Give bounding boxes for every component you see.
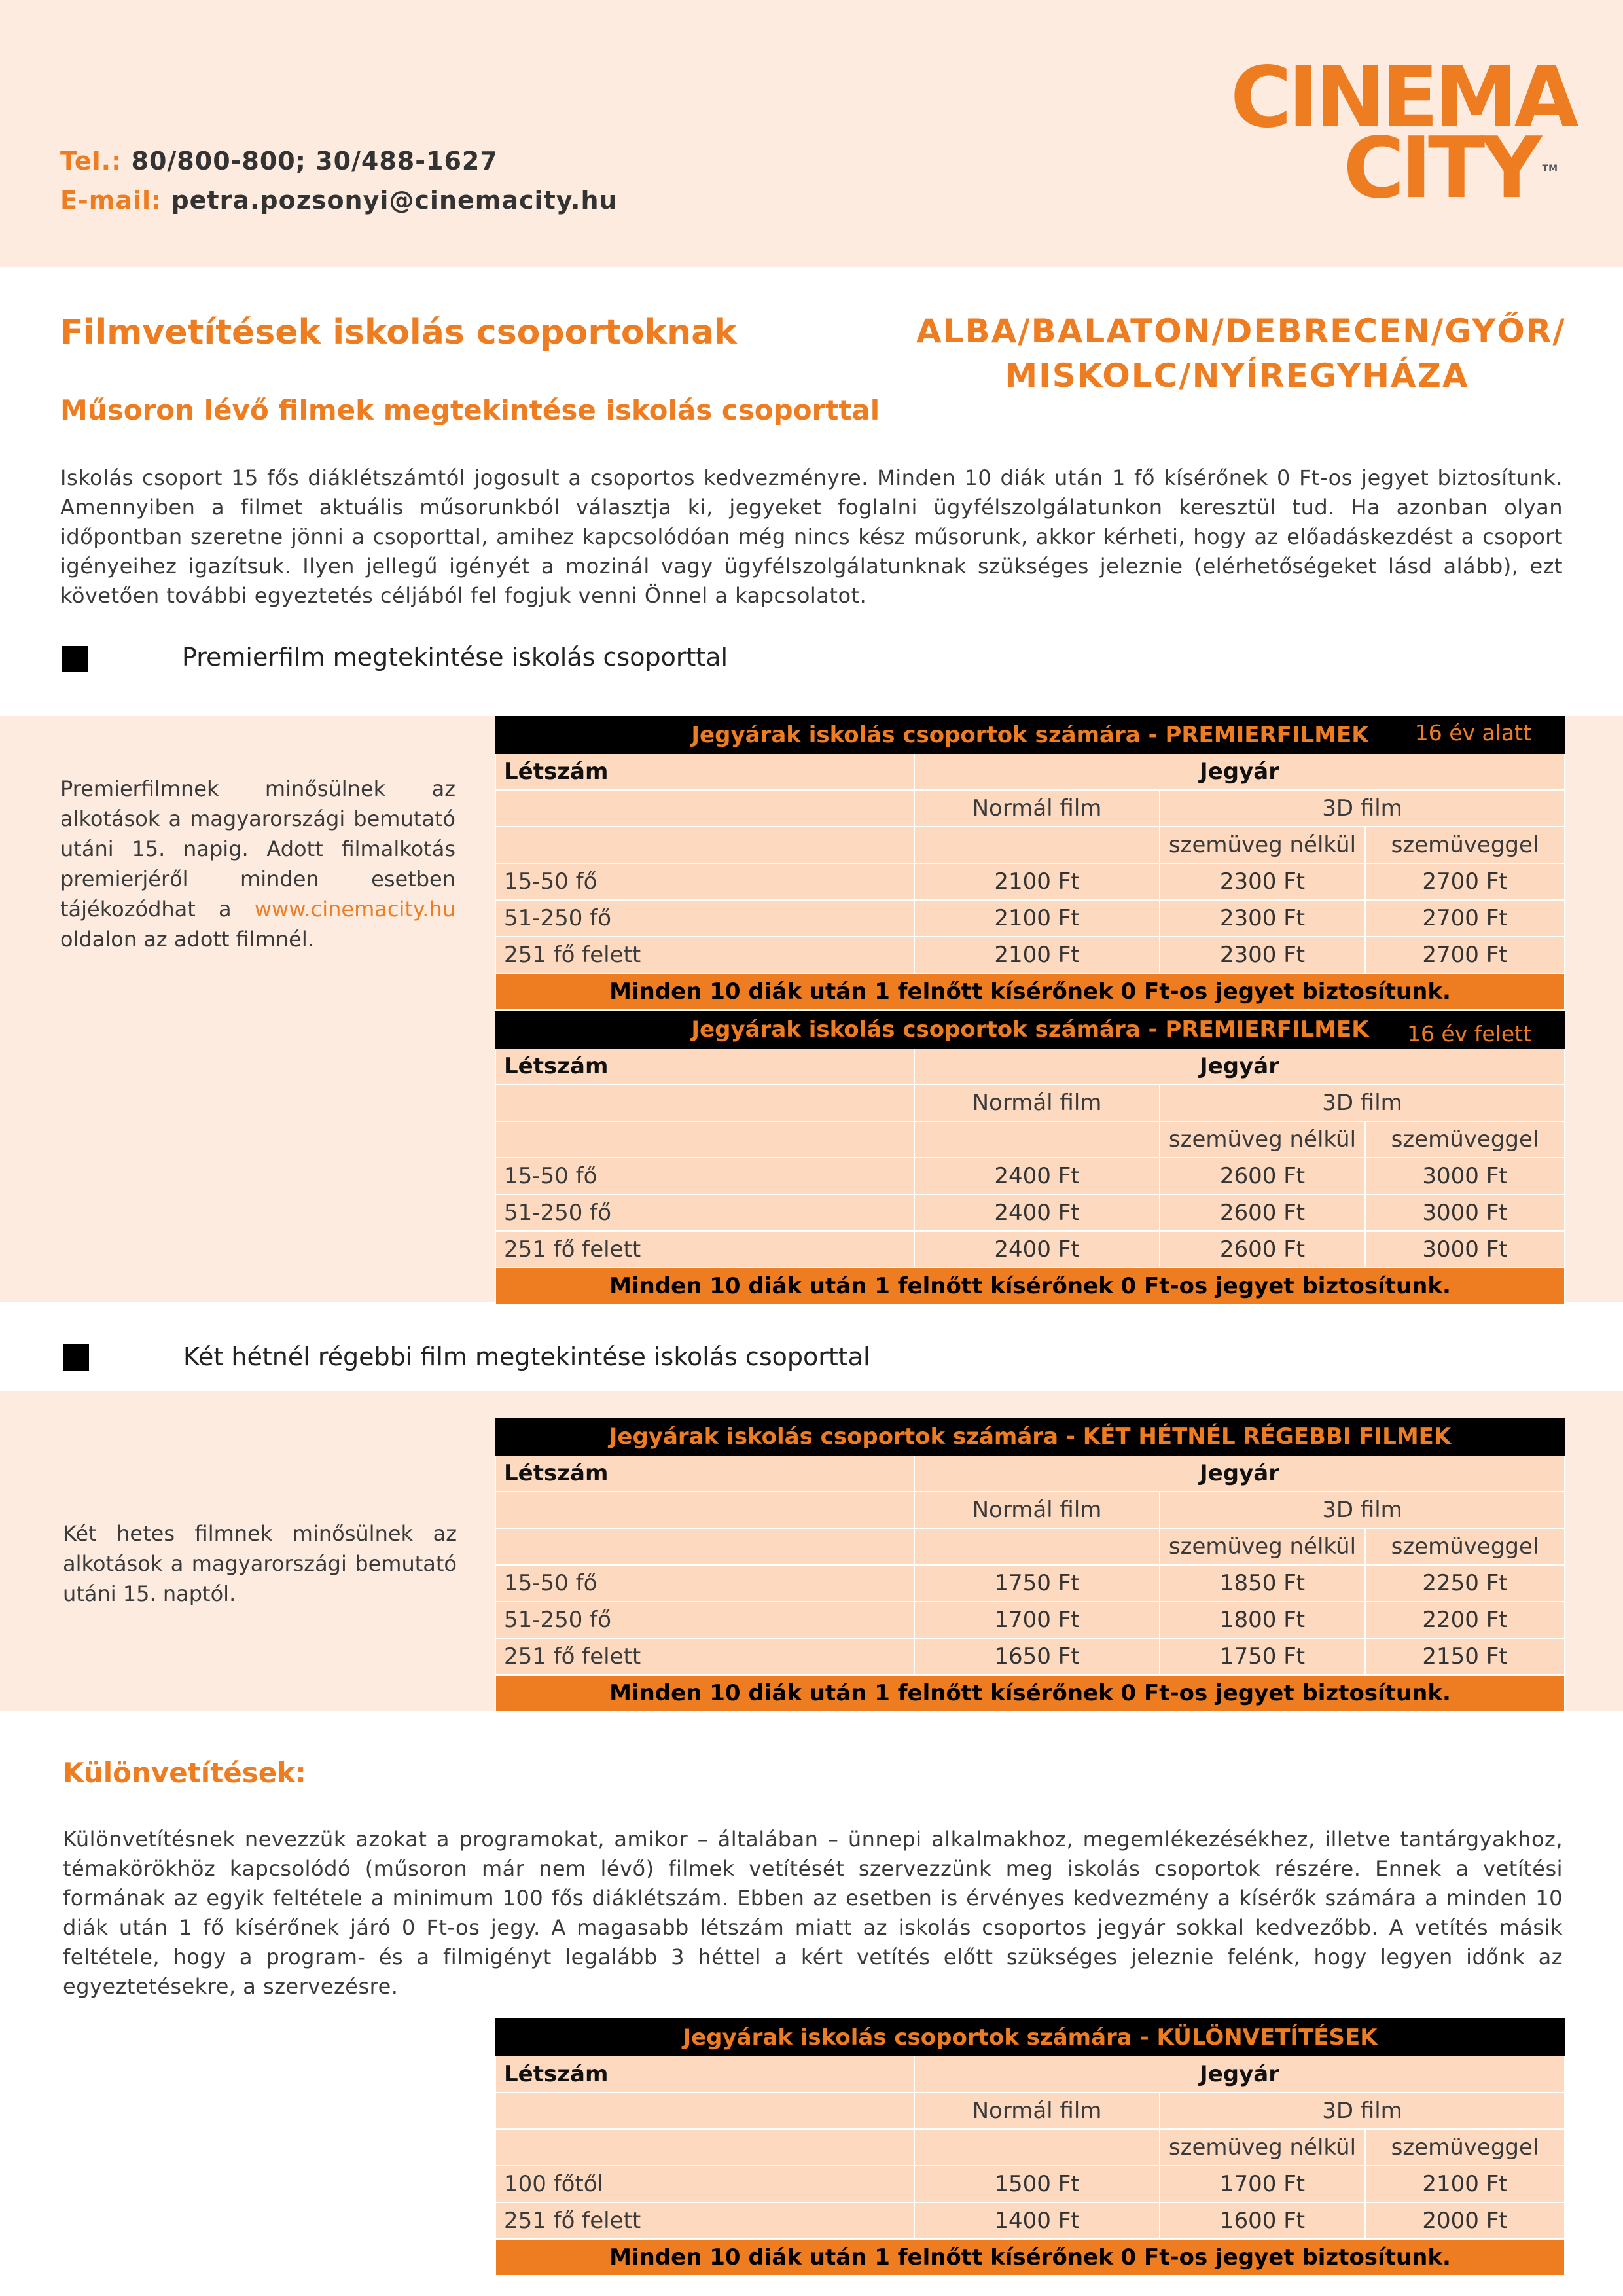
price-3d-noglasses: 1600 Ft [1160,2202,1365,2239]
phone-label: Tel.: [60,147,122,175]
logo-line-2-text: CITY [1343,120,1538,217]
logo-line-1: CINEMA [1230,49,1575,147]
price-3d-noglasses: 1800 Ft [1160,1602,1365,1638]
table-header [495,1011,1565,1048]
table-row [495,1602,1565,1638]
price-normal: 1750 Ft [914,1565,1160,1602]
empty-cell [914,1121,1160,1158]
table-row [495,937,1565,973]
table-header [495,2019,1565,2056]
row-count: 251 fő felett [495,1638,914,1675]
price-3d-noglasses: 2600 Ft [1160,1158,1365,1194]
table-row [495,2129,1565,2166]
price-3d-noglasses: 2600 Ft [1160,1194,1365,1231]
table-row [495,1231,1565,1268]
table-footer-text: Minden 10 diák után 1 felnőtt kísérőnek 0 Ft-os jegyet biztosítunk. [495,1675,1565,1712]
col-price-header: Jegyár [914,1048,1565,1085]
section1-side-text-b: oldalon az adott filmnél. [60,927,314,952]
intro-paragraph: Iskolás csoport 15 fős diáklétszámtól jogosult a csoportos kedvezményre. Minden 10 diák után 1 fő kísérőnek 0 Ft-os jegyet biztosítunk. Amennyiben a filmet aktuális műsorunkból választja ki, jegyeket foglalni ügyfélszolgálatunkon keresztül tud. Ha azonban olyan időpontban szeretne jönni a csoporttal, amihez kapcsolódóan még nincs kész műsorunk, akkor kérheti, hogy az előadáskezdést a csoport igényeihez igazítsuk. Ilyen jellegű igényét a mozinál vagy ügyfélszolgálatunknak szükséges jeleznie (elérhetőségeket lásd alább), ezt követően további egyeztetés céljából fel fogjuk venni Önnel a kapcsolatot. [60,465,1563,608]
table-footer-text: Minden 10 diák után 1 felnőtt kísérőnek 0 Ft-os jegyet biztosítunk. [495,1268,1565,1304]
table-row [495,1085,1565,1121]
empty-cell [914,827,1160,863]
row-count: 251 fő felett [495,1231,914,1268]
row-count: 15-50 fő [495,1565,914,1602]
price-normal: 2100 Ft [914,900,1160,937]
email-line [60,181,618,220]
table-title: Jegyárak iskolás csoportok számára - KÜLÖNVETÍTÉSEK [683,2024,1378,2051]
row-count: 100 főtől [495,2166,914,2202]
email-label: E-mail: [60,186,162,215]
empty-cell [914,2129,1160,2166]
col-count-header: Létszám [495,1455,914,1492]
row-count: 51-250 fő [495,1194,914,1231]
section1-heading: Premierfilm megtekintése iskolás csoporttal [182,643,728,672]
row-count: 251 fő felett [495,2202,914,2239]
col-noglasses-header: szemüveg nélkül [1160,827,1365,863]
col-count-header: Létszám [495,1048,914,1085]
table-row [495,1158,1565,1194]
price-table-special [495,2018,1565,2276]
table-title: Jegyárak iskolás csoportok számára - PREMIERFILMEK [691,1016,1369,1043]
contact-block [60,141,618,220]
col-noglasses-header: szemüveg nélkül [1160,1528,1365,1565]
row-count: 51-250 fő [495,1602,914,1638]
section1-bullet [62,646,88,672]
price-table-premier-over16 [495,1011,1565,1305]
table-row [495,2092,1565,2129]
col-normal-header: Normál film [914,1492,1160,1528]
table-row [495,1048,1565,1085]
table-row [495,1194,1565,1231]
table-row [495,1565,1565,1602]
price-3d-noglasses: 2300 Ft [1160,863,1365,900]
section2-bullet [63,1344,89,1371]
empty-cell [495,1085,914,1121]
price-3d-glasses: 2700 Ft [1365,937,1565,973]
empty-cell [495,1492,914,1528]
table-title: Jegyárak iskolás csoportok számára - KÉT HÉTNÉL RÉGEBBI FILMEK [609,1424,1452,1450]
col-count-header: Létszám [495,753,914,790]
col-glasses-header: szemüveggel [1365,1528,1565,1565]
price-normal: 1700 Ft [914,1602,1160,1638]
empty-cell [495,827,914,863]
price-3d-glasses: 3000 Ft [1365,1158,1565,1194]
section1-side-text-a: Premierfilmnek minősülnek az alkotások a magyarországi bemutató utáni 15. napig. Adott filmalkotás premierjéről minden esetben tájékozódhat a [60,776,455,922]
price-3d-glasses: 2100 Ft [1365,2166,1565,2202]
price-3d-glasses: 2250 Ft [1365,1565,1565,1602]
price-3d-noglasses: 1850 Ft [1160,1565,1365,1602]
logo-tm: TM [1542,164,1558,174]
col-count-header: Létszám [495,2056,914,2092]
table-row [495,827,1565,863]
price-3d-glasses: 3000 Ft [1365,1231,1565,1268]
col-normal-header: Normál film [914,790,1160,827]
col-price-header: Jegyár [914,2056,1565,2092]
price-3d-noglasses: 2300 Ft [1160,937,1365,973]
price-normal: 2100 Ft [914,863,1160,900]
table-title: Jegyárak iskolás csoportok számára - PREMIERFILMEK [691,722,1369,748]
price-normal: 2100 Ft [914,937,1160,973]
table-title-cell [495,2019,1565,2056]
price-normal: 1400 Ft [914,2202,1160,2239]
empty-cell [495,1121,914,1158]
price-3d-noglasses: 2300 Ft [1160,900,1365,937]
section2-heading: Két hétnél régebbi film megtekintése iskolás csoporttal [183,1342,870,1371]
age-label: 16 év alatt [1414,720,1532,745]
price-table-premier-under16 [495,716,1565,1011]
table-row [495,1455,1565,1492]
table-row [495,2056,1565,2092]
empty-cell [914,1528,1160,1565]
col-price-header: Jegyár [914,753,1565,790]
col-glasses-header: szemüveggel [1365,2129,1565,2166]
empty-cell [495,790,914,827]
empty-cell [495,1528,914,1565]
price-3d-glasses: 2700 Ft [1365,863,1565,900]
email-value[interactable]: petra.pozsonyi@cinemacity.hu [171,186,618,215]
section1-side-text [60,774,455,954]
row-count: 51-250 fő [495,900,914,937]
special-heading: Különvetítések: [63,1757,306,1789]
col-3d-header: 3D film [1160,790,1565,827]
table-row [495,900,1565,937]
table-title-cell [495,1418,1565,1455]
col-normal-header: Normál film [914,2092,1160,2129]
col-3d-header: 3D film [1160,1085,1565,1121]
col-3d-header: 3D film [1160,2092,1565,2129]
table-row [495,790,1565,827]
price-3d-glasses: 2200 Ft [1365,1602,1565,1638]
cities-line-1: ALBA/BALATON/DEBRECEN/GYŐR/ [916,312,1566,350]
price-normal: 2400 Ft [914,1231,1160,1268]
table-row [495,863,1565,900]
cinemacity-link[interactable]: www.cinemacity.hu [254,897,455,922]
table-row [495,1492,1565,1528]
col-price-header: Jegyár [914,1455,1565,1492]
price-table-older-films [495,1418,1565,1712]
table-row [495,1121,1565,1158]
col-noglasses-header: szemüveg nélkül [1160,1121,1365,1158]
table-footer [495,973,1565,1010]
table-row [495,2166,1565,2202]
cities-line-2: MISKOLC/NYÍREGYHÁZA [1005,357,1469,395]
table-footer-text: Minden 10 diák után 1 felnőtt kísérőnek 0 Ft-os jegyet biztosítunk. [495,2239,1565,2276]
section2-side-text: Két hetes filmnek minősülnek az alkotások a magyarországi bemutató utáni 15. naptól. [63,1521,457,1606]
price-3d-glasses: 3000 Ft [1365,1194,1565,1231]
table-row [495,753,1565,790]
row-count: 251 fő felett [495,937,914,973]
table-footer [495,1268,1565,1304]
row-count: 15-50 fő [495,1158,914,1194]
price-3d-glasses: 2000 Ft [1365,2202,1565,2239]
table-row [495,2202,1565,2239]
price-3d-noglasses: 1750 Ft [1160,1638,1365,1675]
table-footer-text: Minden 10 diák után 1 felnőtt kísérőnek 0 Ft-os jegyet biztosítunk. [495,973,1565,1010]
table-footer [495,1675,1565,1712]
price-3d-noglasses: 1700 Ft [1160,2166,1365,2202]
price-normal: 1500 Ft [914,2166,1160,2202]
cinema-city-logo [1230,49,1575,217]
col-3d-header: 3D film [1160,1492,1565,1528]
table-title-cell [495,717,1565,753]
table-footer [495,2239,1565,2276]
price-normal: 2400 Ft [914,1158,1160,1194]
table-row [495,1528,1565,1565]
empty-cell [495,2129,914,2166]
phone-value: 80/800-800; 30/488-1627 [131,147,498,175]
table-title-cell [495,1011,1565,1048]
table-header [495,717,1565,753]
col-normal-header: Normál film [914,1085,1160,1121]
price-3d-noglasses: 2600 Ft [1160,1231,1365,1268]
col-glasses-header: szemüveggel [1365,827,1565,863]
row-count: 15-50 fő [495,863,914,900]
special-paragraph: Különvetítésnek nevezzük azokat a programokat, amikor – általában – ünnepi alkalmakhoz, megemlékezésékhez, illetve tantárgyakhoz, témakörökhöz kapcsolódó (műsoron már nem lévő) filmek vetítését szervezzünk meg iskolás csoportok részére. Ennek a vetítési formának az egyik feltétele a minimum 100 fős diáklétszám. Ebben az esetben is érvényes kedvezmény a kísérők számára a minden 10 diák után 1 fő kísérőnek járó 0 Ft-os jegy. A magasabb létszám miatt az iskolás csoportos jegyár sokkal kedvezőbb. A vetítés másik feltétele, hogy a program- és a filmigényt legalább 3 héttel a kért vetítés előtt szükséges jeleznie felénk, hogy legyen időnk az egyeztetésekre, a szervezésre. [63,1827,1563,1999]
price-3d-glasses: 2150 Ft [1365,1638,1565,1675]
cities-heading [916,309,1566,398]
age-label: 16 év felett [1406,1021,1532,1047]
table-header [495,1418,1565,1455]
col-noglasses-header: szemüveg nélkül [1160,2129,1365,2166]
price-normal: 2400 Ft [914,1194,1160,1231]
table-row [495,1638,1565,1675]
price-3d-glasses: 2700 Ft [1365,900,1565,937]
phone-line [60,141,618,181]
price-normal: 1650 Ft [914,1638,1160,1675]
page-subtitle: Műsoron lévő filmek megtekintése iskolás csoporttal [60,394,880,426]
empty-cell [495,2092,914,2129]
col-glasses-header: szemüveggel [1365,1121,1565,1158]
page-title: Filmvetítések iskolás csoportoknak [60,313,737,352]
